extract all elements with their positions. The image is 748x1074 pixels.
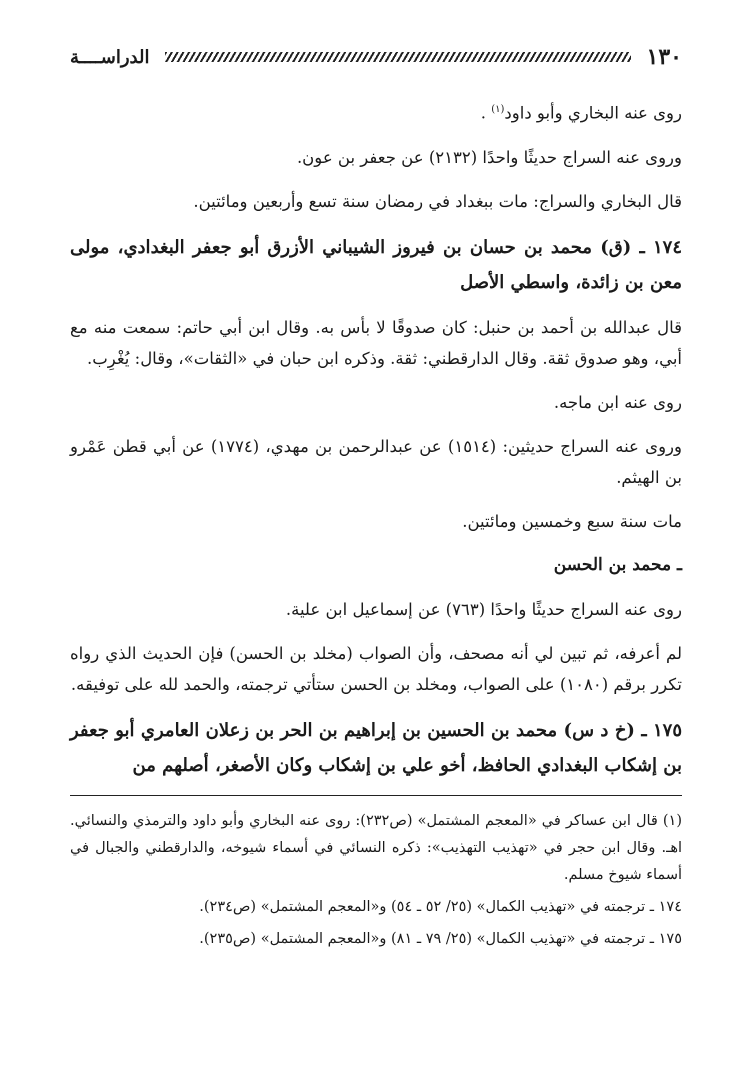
footnote: ١٧٤ ـ ترجمته في «تهذيب الكمال» (٢٥/ ٥٢ ـ ٥٤) و«المعجم المشتمل» (ص٢٣٤).	[199, 898, 682, 915]
footnotes	[70, 808, 682, 953]
footnote: ١٧٥ ـ ترجمته في «تهذيب الكمال» (٢٥/ ٧٩ ـ ٨١) و«المعجم المشتمل» (ص٢٣٥).	[199, 930, 682, 947]
running-title: الدراســــة	[70, 46, 150, 68]
paragraph: لم أعرفه، ثم تبين لي أنه مصحف، وأن الصواب (مخلد بن الحسن) فإن الحديث الذي رواه تكرر برقم (١٠٨٠) على الصواب، ومخلد بن الحسن ستأتي ترجمته، والحمد لله على توفيقه.	[70, 643, 682, 694]
biography-entry-heading: ١٧٥ ـ (خ د س) محمد بن الحسين بن إبراهيم بن الحر بن زعلان العامري أبو جعفر بن إشكاب البغدادي الحافظ، أخو علي بن إشكاب وكان الأصغر، أصلهم من	[70, 719, 682, 776]
paragraph: روى عنه البخاري وأبو داود$^{(١)}$ .	[480, 103, 682, 123]
header-rule	[165, 52, 630, 62]
biography-entry-heading: ١٧٤ ـ (ق) محمد بن حسان بن فيروز الشيباني الأزرق أبو جعفر البغدادي، مولى معن بن زائدة، واسطي الأصل	[70, 236, 682, 293]
paragraph: قال البخاري والسراج: مات ببغداد في رمضان سنة تسع وأربعين ومائتين.	[193, 191, 682, 211]
footnote-divider	[70, 795, 682, 796]
paragraph: وروى عنه السراج حديثًا واحدًا (٢١٣٢) عن جعفر بن عون.	[296, 147, 682, 167]
page-number: ١٣٠	[646, 44, 682, 70]
footnote-marker: (١)	[491, 104, 505, 115]
footnote: (١) قال ابن عساكر في «المعجم المشتمل» (ص٢٣٢): روى عنه البخاري وأبو داود والترمذي والنسائي. اهـ. وقال ابن حجر في «تهذيب التهذيب»: ذكره النسائي في أسماء شيوخه، والدارقطني والجبال في أسماء شيوخ مسلم.	[70, 812, 683, 883]
sub-entry-heading: ـ محمد بن الحسن	[553, 554, 682, 575]
page-header	[70, 40, 682, 74]
paragraph: قال عبدالله بن أحمد بن حنبل: كان صدوقًا لا بأس به. وقال ابن أبي حاتم: سمعت منه مع أبي، وهو صدوق ثقة. وقال الدارقطني: ثقة. وذكره ابن حبان في «الثقات»، وقال: يُغْرِب.	[70, 317, 682, 368]
paragraph: مات سنة سبع وخمسين ومائتين.	[462, 511, 682, 531]
paragraph: وروى عنه السراج حديثين: (١٥١٤) عن عبدالرحمن بن مهدي، (١٧٧٤) عن أبي قطن عَمْرو بن الهيثم.	[70, 436, 682, 487]
paragraph: روى عنه السراج حديثًا واحدًا (٧٦٣) عن إسماعيل ابن علية.	[285, 599, 682, 619]
paragraph: روى عنه ابن ماجه.	[553, 392, 682, 412]
main-text	[70, 94, 682, 783]
